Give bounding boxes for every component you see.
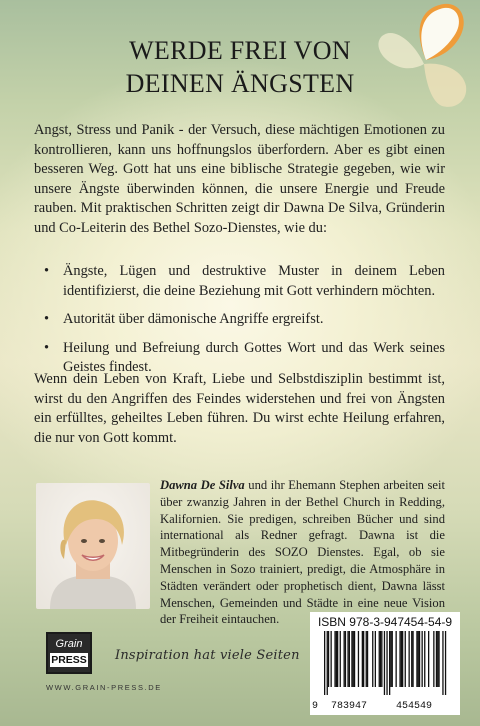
author-photo: [36, 483, 150, 609]
publisher-slogan: Inspiration hat viele Seiten: [115, 648, 300, 663]
list-item: • Ängste, Lügen und destruktive Muster in deinem Leben identifizierst, die deine Beziehung mit Gott verhindern möchten.: [44, 263, 445, 299]
logo-top-text: Grain: [55, 638, 83, 650]
ean-group-left: 783947: [331, 701, 368, 712]
title-line-2: DEINEN ÄNGSTEN: [125, 69, 355, 98]
butterfly-icon: [374, 2, 474, 117]
publisher-website: WWW.GRAIN-PRESS.DE: [46, 683, 162, 692]
author-name: Dawna De Silva: [160, 478, 245, 492]
barcode-panel: [310, 612, 460, 715]
list-item: • Heilung und Befreiung durch Gottes Wort und das Werk seines Geistes findest.: [44, 339, 445, 376]
barcode-icon: [316, 631, 454, 697]
ean-first-digit: 9: [312, 701, 319, 712]
author-bio-text: und ihr Ehemann Stephen arbeiten seit über zwanzig Jahren in der Bethel Church in Redding, Kalifornien. Sie predigen, schreiben Bücher und sind international als Redner gefragt. Dawna ist die Mitbegründerin des SOZO Dienstes. Egal, ob sie Menschen in Sozo trainiert, predigt, die Atmosphäre in Städten verändert oder prophetisch dient, Dawna lässt Menschen, Gemeinden und Städte in eine neue Vision der Freiheit eintauchen.: [160, 478, 445, 627]
bullet-icon: •: [44, 263, 50, 279]
title-line-1: WERDE FREI VON: [129, 36, 351, 65]
benefit-list: [40, 262, 445, 387]
ean-group-right: 454549: [396, 701, 433, 712]
isbn-label: ISBN 978-3-947454-54-9: [317, 615, 453, 629]
outro-paragraph: Wenn dein Leben von Kraft, Liebe und Selbstdisziplin bestimmt ist, wirst du den Angriffen des Feindes widerstehen und frei von Ängsten ein erfülltes, geheiltes Leben führen. Du wirst echte Heilung erfahren, die nur von Gott kommt.: [34, 371, 445, 446]
grain-press-logo: [46, 632, 92, 674]
intro-paragraph: Angst, Stress und Panik - der Versuch, diese mächtigen Emotionen zu kontrollieren, kann uns hoffnungslos überfordern. Aber es gibt einen besseren Weg. Gott hat uns eine biblische Strategie gegeben, wie wir unsere Ängste überwinden können, die unsere Energie und Freude rauben. Mit praktischen Schritten zeigt dir Dawna De Silva, Gründerin und Co-Leiterin des Bethel Sozo-Dienstes, wie du:: [34, 122, 445, 236]
author-bio: [160, 477, 445, 628]
logo-bottom-text: PRESS: [51, 654, 87, 666]
list-item: • Autorität über dämonische Angriffe ergreifst.: [40, 310, 445, 330]
bullet-icon: •: [44, 339, 50, 356]
bullet-icon: •: [44, 311, 50, 328]
